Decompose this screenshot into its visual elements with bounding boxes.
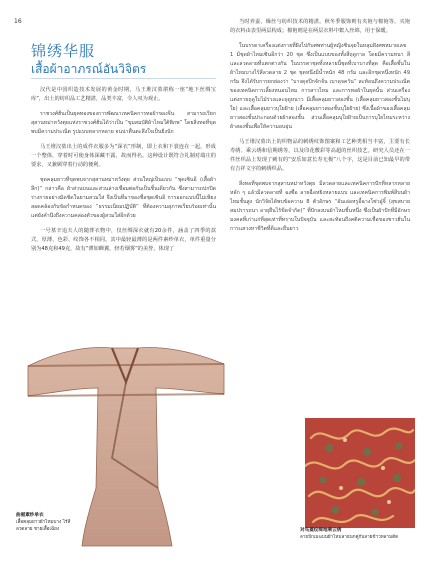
paragraph-thai-embroidery: สิ่งทอที่ขุดพบจากสุสานหม่าหวังตุย มีลวดลายและเทคนิคการปักที่หลากหลาย หลัก ๆ แล้วมีลวดลายที่ ฉงซื่อ ลายฉื่อหยิงหลายแบบ และเทคนิคการพิมพ์สีบนผ้าไหมชั้นสูง นักวิจัยได้พบข้อความ 8 ตัวอักษร “อันเล่อหรูอี้ฉางโซ่วอู๋จี๋ (สุขสบายสมปรารถนา อายุยืนไร้ขีดจำกัด)” ที่ปักลงบนผ้าไหมชิ้นหนึ่ง ซึ่งเป็นผ้าปักที่มีอักษรมงคลที่เก่าแก่ที่สุดเท่าที่ทราบในปัจจุบัน และสะท้อนถึงคติความเชื่อของชาวฮั่นในการแสวงหาชีวิตที่ดีและยืนยาว <box>230 181 410 232</box>
paragraph-thai-garments: ในบรรดาเครื่องแต่งกายที่ฝังไปกับศพท่านผู้หญิงซินจุยในหลุมฝังศพหมายเลข 1 มีชุดผ้าไหมเซินอีกว่า 20 ชุด ซึ่งเป็นแบบของทั้งสี่ฤดูกาล โดยมีความหนา สี และลวดลายที่แตกต่างกัน ในบรรดาชุดทั้งหลายนี้ชุดที่เบาบางที่สุด คือเสื้อชั้นในผ้าไหมบางไร้สีลวดลาย 2 ชุด ชุดหนึ่งมีน้ำหนัก 48 กรัม และอีกชุดหนึ่งหนัก 49 กรัม จึงได้รับการยกย่องว่า “บางดุจปีกจักจั่น เบาดุจควัน” สะท้อนถึงความประณีตของเทคนิคการเลี้ยงหนอนไหม การสาวไหม และการทอผ้าในยุคนั้น ส่วนเครื่องแต่งกายฤดูใบไม้ร่วงและฤดูหนาว มีเสื้อคลุมยาวสองชั้น (เสื้อคลุมยาวสองชั้นไม่บุใย) และเสื้อคลุมยาวบุใยฝ้าย (เสื้อคลุมยาวสองชั้นบุใยฝ้าย) ซึ่งเนื้อผ้าของเสื้อคลุมยาวสองชั้นประกอบด้วยผ้าสองชั้น ส่วนเสื้อคลุมบุใยฝ้ายเป็นการบุใยไหมระหว่างผ้าสองชั้นเพื่อให้ความอบอุ่น <box>230 43 410 130</box>
title-divider <box>31 78 216 79</box>
paragraph-chinese-garments: 一号墓辛追夫人的随葬衣物中，仅丝绸深衣就有20余件，涵盖了四季的款式，厚薄、色彩、纹饰各不相同。其中最轻最薄的是两件素纱单衣，单件重量分别为48克和49克，故有“薄如蝉翼，轻若烟雾”的美誉，体现了 <box>31 228 216 252</box>
robe-caption-thai: เสื้อคลุมยาวผ้าไหมบาง ไร้สีลวดลาย ชายเสื้อเฉียง <box>16 520 71 532</box>
paragraph-chinese-embroidery: 马王堆汉墓出土的织物品的刺绣纹饰图案和工艺种类相当丰富，主要有长寿绣、乘云绣和信期绣等，以及印花敷彩等高超的丝织技艺。研究人员还在一件丝织品上发现了刺有的“安乐如意长寿无极”八个字，这是目前已知最早的带有吉祥文字的刺绣织品。 <box>230 139 410 172</box>
paragraph-chinese-shenyi: 马王堆汉墓出土的成件衣服多为“深衣”形制，即上衣和下裳连在一起，形成一个整体，穿着时可使身体深藏不露，故而得名。这种设计既符合礼制对端庄的要求，又兼顾穿着行动的便利。 <box>31 144 216 168</box>
page-number: 16 <box>14 18 22 25</box>
paragraph-chinese-intro: 汉代是中国织造技术发展的黄金时期，马王堆汉墓堪称一座“地下丝绸宝库”，出土的纺织品工艺精湛，品类丰富，令人叹为观止。 <box>31 87 216 102</box>
section-title-thai: เสื้อผ้าอาภรณ์อันวิจิตร <box>31 62 147 76</box>
section-title-chinese: 锦绣华服 <box>31 42 96 60</box>
paragraph-thai-intro: ราชวงศ์ฮั่นเป็นยุคทองของการพัฒนาเทคนิคการทอผ้าของจีน สามารถเรียกสุสานหม่าหวังตุยแห่งราชวงศ์ฮั่นได้ว่าเป็น “ขุมสมบัติผ้าไหมใต้พิภพ” โดยสิ่งทอที่ขุดพบมีความประณีต รูปแบบหลากหลาย จนน่าตื่นตะลึงใจเป็นยิ่งนัก <box>31 111 216 135</box>
paragraph-thai-shenyi: ชุดคลุมยาวที่ขุดพบจากสุสานหม่าหวังตุย ส่วนใหญ่เป็นแบบ “ชุดเซินอี (เสื้อผ้าลึก)” กล่าวคือ ผ้าส่วนบนและส่วนล่างเชื่อมต่อกันเป็นชิ้นเดียวกัน ซึ่งสามารถปกปิดร่างกายอย่างมิดชิดในยามสวมใส่ จึงเป็นที่มาของชื่อชุดเซินอี การออกแบบนี้ไม่เพียงสอดคล้องกับข้อกำหนดของ “ธรรมเนียมปฏิบัติ” ที่ต้องความสุภาพเรียบร้อยเท่านั้น แต่ยังคำนึงถึงความคล่องตัวของผู้สวมใส่อีกด้วย <box>31 177 216 219</box>
embroidery-caption-thai: ลายปักเมฆบนผ้าไหมลายนกคู่กับลายข้าวหลามตัด <box>300 534 399 540</box>
embroidery-caption <box>300 528 420 541</box>
left-text-column <box>31 86 216 260</box>
embroidery-caption-chinese: 对鸟菱纹绮地乘云绣 <box>300 528 342 533</box>
right-text-column <box>230 18 410 240</box>
robe-caption <box>16 512 76 533</box>
cloud-embroidery-image <box>305 418 415 528</box>
paragraph-chinese-continued: 当时养蚕、缫丝与纺织技术的精湛。秋冬季服饰则有夹袍与棉袍等，夹袍的衣料由表里两层构成；棉袍则是在两层衣料中絮入丝绵，用于保暖。 <box>230 19 410 34</box>
embroidery-photo <box>305 418 415 528</box>
robe-caption-chinese: 曲裾素纱单衣 <box>16 513 44 518</box>
